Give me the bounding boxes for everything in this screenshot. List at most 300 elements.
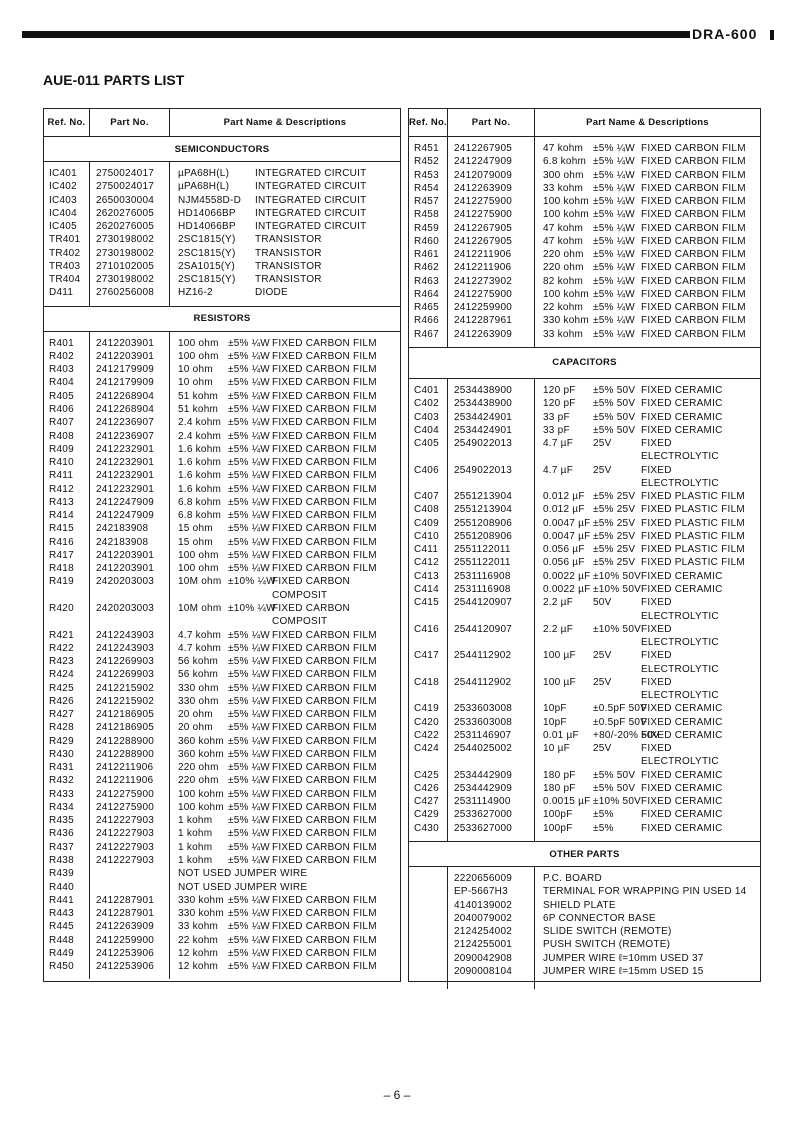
- part-no: [448, 636, 534, 649]
- ref-no: R451: [414, 143, 439, 154]
- value: 1.6 kohm: [178, 457, 222, 469]
- part-description: [543, 702, 760, 715]
- value: 33 pF: [543, 424, 570, 436]
- value: 1 kohm: [178, 855, 213, 867]
- part-description: [178, 443, 400, 456]
- rating: ±10% 50V: [593, 570, 642, 582]
- part-no: 2531116908: [454, 570, 511, 582]
- part-description: [178, 748, 400, 761]
- part-type: FIXED CERAMIC: [641, 729, 723, 741]
- ref-no: R426: [49, 695, 74, 707]
- value: 100 µF: [543, 676, 576, 688]
- rating: ±5% 50V: [593, 411, 636, 423]
- value: 100pF: [543, 809, 573, 821]
- ref-no: C406: [414, 464, 439, 476]
- part-no: 2412287961: [454, 315, 513, 327]
- part-no: 2420203003: [96, 576, 155, 588]
- part-description: [543, 899, 760, 912]
- part-no: 2412275900: [96, 788, 155, 800]
- ref-no: R452: [414, 156, 439, 168]
- part-description: [543, 182, 760, 195]
- part-description: [178, 960, 400, 973]
- rating: ±5% ¼W: [593, 169, 635, 181]
- rating: ±5% ¼W: [228, 961, 270, 973]
- part-number-column: [448, 379, 535, 841]
- ref-no: R460: [414, 235, 439, 247]
- part-name: NOT USED JUMPER WIRE: [178, 881, 308, 893]
- part-type: FIXED CARBON FILM: [272, 390, 377, 402]
- rating: ±5% ¼W: [593, 328, 635, 340]
- rating: ±5% 25V: [593, 491, 636, 503]
- part-description: [178, 562, 400, 575]
- value: 1.6 kohm: [178, 443, 222, 455]
- value: 1.6 kohm: [178, 483, 222, 495]
- part-no: 2412079009: [454, 169, 513, 181]
- part-type: FIXED CARBON FILM: [272, 496, 377, 508]
- value: 82 kohm: [543, 275, 584, 287]
- value: 33 kohm: [543, 182, 584, 194]
- ref-no: R453: [414, 169, 439, 181]
- part-type: TRANSISTOR: [255, 234, 322, 246]
- value: 10 ohm: [178, 364, 213, 376]
- part-type: FIXED CARBON FILM: [641, 328, 746, 340]
- part-no: 2412232901: [96, 457, 155, 469]
- part-no: 2412263909: [96, 921, 155, 933]
- value: 33 kohm: [178, 921, 219, 933]
- part-number-column: [90, 162, 170, 306]
- part-type: FIXED CARBON FILM: [272, 841, 377, 853]
- rating: ±5% ¼W: [593, 196, 635, 208]
- rating: 25V: [593, 438, 612, 450]
- ref-no: R406: [49, 403, 74, 415]
- part-no: 242183908: [96, 536, 149, 548]
- rating: ±5% ¼W: [228, 908, 270, 920]
- part-description: [178, 456, 400, 469]
- part-description: [178, 841, 400, 854]
- part-no: 2090042908: [454, 952, 513, 964]
- part-no: 2412247909: [96, 496, 155, 508]
- part-name: HD14066BP: [178, 207, 236, 219]
- ref-no: C405: [414, 438, 439, 450]
- ref-no: R411: [49, 470, 74, 482]
- section-resistors: RESISTORS: [44, 307, 400, 332]
- part-no: 2533627000: [454, 809, 513, 821]
- ref-no: C407: [414, 491, 439, 503]
- ref-no: C408: [414, 504, 439, 516]
- rating: ±5% ¼W: [593, 143, 635, 154]
- rating: ±5% 50V: [593, 398, 636, 410]
- part-type: FIXED CERAMIC: [641, 796, 723, 808]
- rating: ±5% 50V: [593, 769, 636, 781]
- rating: ±5% ¼W: [593, 249, 635, 261]
- part-no: 2412253906: [96, 947, 155, 959]
- rating: 25V: [593, 676, 612, 688]
- part-no: 2412186905: [96, 722, 155, 734]
- part-type: INTEGRATED CIRCUIT: [255, 194, 367, 206]
- rating: ±5% ¼W: [228, 682, 270, 694]
- part-type: FIXED CARBON: [272, 576, 351, 588]
- value: 0.056 µF: [543, 544, 585, 556]
- part-no: 2551208906: [454, 530, 513, 542]
- part-description: [178, 167, 400, 180]
- part-no: [448, 450, 534, 463]
- part-no: 2412287901: [96, 908, 155, 920]
- section-rows: [409, 137, 760, 348]
- ref-no: IC404: [49, 207, 77, 219]
- part-description: [178, 522, 400, 535]
- ref-no: C430: [414, 822, 439, 834]
- ref-no: R458: [414, 209, 439, 221]
- part-description: [178, 286, 400, 299]
- part-description: [178, 390, 400, 403]
- part-no: 2412243903: [96, 642, 155, 654]
- part-no: 2412232901: [96, 443, 155, 455]
- part-description: [543, 543, 760, 556]
- value: 2.4 kohm: [178, 417, 222, 429]
- part-description: [543, 676, 760, 689]
- rating: ±5% ¼W: [228, 430, 270, 442]
- ref-no: C402: [414, 398, 439, 410]
- part-type: FIXED CARBON FILM: [272, 908, 377, 920]
- part-no: 2412263909: [454, 328, 513, 340]
- part-no: 2412267905: [454, 222, 513, 234]
- part-description: [178, 735, 400, 748]
- parts-table-left: [43, 108, 401, 982]
- rating: ±5% ¼W: [228, 350, 270, 362]
- value: 330 ohm: [178, 682, 219, 694]
- ref-no: C427: [414, 796, 439, 808]
- ref-no: C413: [414, 570, 439, 582]
- part-description: [178, 207, 400, 220]
- part-description: [543, 556, 760, 569]
- part-no: 2750024017: [96, 168, 155, 179]
- part-type: FIXED CARBON FILM: [272, 510, 377, 522]
- value: 100 kohm: [543, 196, 589, 208]
- part-no: 2534424901: [454, 424, 513, 436]
- part-type: FIXED CARBON FILM: [272, 947, 377, 959]
- part-description: [543, 742, 760, 755]
- value: 100 kohm: [178, 801, 224, 813]
- parts-table-right: [408, 108, 761, 982]
- part-description: [178, 854, 400, 867]
- part-description: [543, 623, 760, 636]
- ref-no: R457: [414, 196, 439, 208]
- part-type: FIXED CERAMIC: [641, 822, 723, 834]
- ref-no: R432: [49, 775, 74, 787]
- value: 56 kohm: [178, 669, 219, 681]
- part-type: TRANSISTOR: [255, 274, 322, 286]
- part-description: [543, 169, 760, 182]
- rating: ±10% ¼W: [228, 602, 276, 614]
- part-description: [178, 509, 400, 522]
- rating: ±5% ¼W: [593, 302, 635, 314]
- part-type: ELECTROLYTIC: [641, 756, 719, 768]
- rating: 25V: [593, 743, 612, 755]
- part-description: [543, 384, 760, 397]
- part-no: 2412259900: [96, 934, 155, 946]
- ref-no: [409, 755, 447, 768]
- rating: ±5% ¼W: [593, 235, 635, 247]
- value: 330 ohm: [178, 695, 219, 707]
- ref-no: R405: [49, 390, 74, 402]
- part-no: 2412203901: [96, 350, 155, 362]
- ref-no: TR401: [49, 234, 81, 246]
- part-type: FIXED CARBON FILM: [272, 709, 377, 721]
- rating: ±10% ¼W: [228, 576, 276, 588]
- part-no: [448, 689, 534, 702]
- part-type: FIXED CARBON FILM: [272, 656, 377, 668]
- section-rows: [44, 162, 400, 307]
- part-no: 2124255001: [454, 939, 513, 951]
- rating: ±5% ¼W: [228, 735, 270, 747]
- value: 2.2 µF: [543, 623, 574, 635]
- rating: ±5% ¼W: [228, 775, 270, 787]
- value: 120 pF: [543, 398, 576, 410]
- part-no: 2412268904: [96, 390, 155, 402]
- part-type: FIXED CARBON FILM: [272, 722, 377, 734]
- part-no: 2531116908: [454, 583, 511, 595]
- part-description: [543, 965, 760, 978]
- part-no: 2412275900: [454, 196, 513, 208]
- ref-no: C424: [414, 743, 439, 755]
- value: 0.0047 µF: [543, 530, 591, 542]
- ref-no: R417: [49, 549, 74, 561]
- part-description: [178, 549, 400, 562]
- ref-no: C418: [414, 676, 439, 688]
- part-description: [178, 947, 400, 960]
- part-description: [543, 437, 760, 450]
- value: 220 ohm: [543, 262, 584, 274]
- part-no: 2620276005: [96, 221, 155, 233]
- rating: ±5% ¼W: [228, 722, 270, 734]
- part-description: [543, 301, 760, 314]
- part-no: 2412267905: [454, 235, 513, 247]
- part-name: HD14066BP: [178, 221, 236, 233]
- part-type: FIXED CARBON FILM: [641, 182, 746, 194]
- part-description: [543, 142, 760, 155]
- ref-no: R416: [49, 536, 74, 548]
- ref-no: R454: [414, 182, 439, 194]
- ref-no: C412: [414, 557, 439, 569]
- value: 33 pF: [543, 411, 570, 423]
- part-type: ELECTROLYTIC: [641, 663, 719, 675]
- part-description: [543, 328, 760, 341]
- ref-no: R402: [49, 350, 74, 362]
- part-type: FIXED CARBON FILM: [641, 222, 746, 234]
- part-type: INTEGRATED CIRCUIT: [255, 181, 367, 193]
- part-description: [543, 450, 760, 463]
- part-description: [543, 503, 760, 516]
- value: 6.8 kohm: [178, 510, 222, 522]
- section-capacitors: CAPACITORS: [409, 348, 760, 379]
- part-no: 2650030004: [96, 194, 155, 206]
- part-type: FIXED PLASTIC FILM: [641, 504, 745, 516]
- ref-no: IC403: [49, 194, 77, 206]
- value: 360 kohm: [178, 735, 224, 747]
- part-name: PUSH SWITCH (REMOTE): [543, 939, 671, 951]
- part-no: [90, 881, 169, 894]
- part-type: FIXED CERAMIC: [641, 716, 723, 728]
- part-description: [178, 801, 400, 814]
- part-name: SLIDE SWITCH (REMOTE): [543, 926, 672, 938]
- rating: ±5% ¼W: [228, 656, 270, 668]
- ref-no: C411: [414, 544, 439, 556]
- ref-no: [409, 912, 447, 925]
- value: 15 ohm: [178, 536, 213, 548]
- ref-no: R445: [49, 921, 74, 933]
- table-header: [409, 109, 760, 137]
- col-part: Part No.: [448, 109, 535, 136]
- part-description: [178, 483, 400, 496]
- value: 2.2 µF: [543, 597, 574, 609]
- part-type: FIXED CERAMIC: [641, 809, 723, 821]
- part-no: 242183908: [96, 523, 149, 535]
- value: 51 kohm: [178, 403, 219, 415]
- part-description: [178, 496, 400, 509]
- ref-no: R459: [414, 222, 439, 234]
- value: 22 kohm: [178, 934, 219, 946]
- rating: ±5% 25V: [593, 504, 636, 516]
- part-no: 2544112902: [454, 676, 512, 688]
- ref-no: R418: [49, 563, 74, 575]
- part-description: [543, 663, 760, 676]
- value: 4.7 kohm: [178, 642, 222, 654]
- value: 100 µF: [543, 650, 576, 662]
- part-type: COMPOSIT: [272, 589, 328, 601]
- value: 100 ohm: [178, 563, 219, 575]
- value: 51 kohm: [178, 390, 219, 402]
- part-type: FIXED CARBON FILM: [272, 629, 377, 641]
- section-other-parts: OTHER PARTS: [409, 842, 760, 867]
- ref-no: R427: [49, 709, 74, 721]
- part-type: FIXED CARBON FILM: [272, 828, 377, 840]
- rating: ±5% 50V: [593, 424, 636, 436]
- part-type: FIXED CARBON FILM: [272, 642, 377, 654]
- rating: ±5% 50V: [593, 782, 636, 794]
- part-type: FIXED CARBON FILM: [272, 695, 377, 707]
- part-name: TERMINAL FOR WRAPPING PIN USED 14: [543, 886, 747, 898]
- part-description: [178, 920, 400, 933]
- ref-no: R425: [49, 682, 74, 694]
- value: 10 ohm: [178, 377, 213, 389]
- ref-no: R422: [49, 642, 74, 654]
- value: 10pF: [543, 716, 567, 728]
- ref-column: [409, 379, 448, 841]
- part-type: INTEGRATED CIRCUIT: [255, 207, 367, 219]
- part-type: FIXED CARBON FILM: [641, 209, 746, 221]
- rating: ±5% ¼W: [228, 629, 270, 641]
- rating: ±5% ¼W: [228, 748, 270, 760]
- part-type: FIXED CARBON FILM: [272, 470, 377, 482]
- ref-no: R409: [49, 443, 74, 455]
- part-description: [543, 195, 760, 208]
- rating: ±5% ¼W: [593, 209, 635, 221]
- ref-no: R462: [414, 262, 439, 274]
- part-type: FIXED CARBON FILM: [272, 762, 377, 774]
- value: 2.4 kohm: [178, 430, 222, 442]
- part-type: FIXED PLASTIC FILM: [641, 491, 745, 503]
- rating: ±5% ¼W: [228, 470, 270, 482]
- part-description: [178, 907, 400, 920]
- part-no: 2533603008: [454, 703, 513, 715]
- part-no: 2551213904: [454, 491, 513, 503]
- part-description: [178, 615, 400, 628]
- rating: ±5% 50V: [593, 384, 636, 396]
- part-type: FIXED CARBON FILM: [641, 302, 746, 314]
- part-description: [178, 867, 400, 880]
- part-no: 2551122011: [454, 544, 511, 556]
- rating: ±5% ¼W: [228, 403, 270, 415]
- ref-no: R464: [414, 288, 439, 300]
- value: 100 ohm: [178, 337, 219, 349]
- part-description: [178, 350, 400, 363]
- rating: ±10% 50V: [593, 796, 642, 808]
- part-type: FIXED CARBON FILM: [272, 961, 377, 973]
- part-type: FIXED CERAMIC: [641, 703, 723, 715]
- part-no: [90, 867, 169, 880]
- rating: ±5% ¼W: [228, 947, 270, 959]
- part-type: FIXED CARBON FILM: [272, 483, 377, 495]
- part-description: [543, 570, 760, 583]
- part-no: 2534424901: [454, 411, 513, 423]
- part-description: [543, 530, 760, 543]
- ref-no: [409, 899, 447, 912]
- part-no: 2412273902: [454, 275, 513, 287]
- value: 0.0015 µF: [543, 796, 591, 808]
- part-type: FIXED: [641, 676, 672, 688]
- rating: ±5% ¼W: [228, 788, 270, 800]
- part-no: [448, 477, 534, 490]
- part-name: NOT USED JUMPER WIRE: [178, 868, 308, 880]
- part-description: [178, 273, 400, 286]
- part-type: FIXED CARBON FILM: [272, 788, 377, 800]
- rating: ±5%: [593, 822, 614, 834]
- rating: ±5% ¼W: [228, 377, 270, 389]
- ref-no: [44, 615, 89, 628]
- rating: ±5% ¼W: [228, 443, 270, 455]
- part-no: 2551213904: [454, 504, 513, 516]
- value: 220 ohm: [178, 775, 219, 787]
- rating: ±5% ¼W: [228, 457, 270, 469]
- ref-no: R467: [414, 328, 439, 340]
- part-type: FIXED CARBON FILM: [272, 934, 377, 946]
- part-no: 2412253906: [96, 961, 155, 973]
- part-name: 2SC1815(Y): [178, 234, 236, 246]
- part-no: 2412211906: [96, 762, 154, 774]
- part-type: FIXED CARBON FILM: [272, 457, 377, 469]
- part-description: [178, 403, 400, 416]
- value: 6.8 kohm: [543, 156, 587, 168]
- rating: ±5% ¼W: [228, 337, 270, 349]
- part-type: FIXED CARBON FILM: [272, 748, 377, 760]
- part-no: EP-5667H3: [454, 886, 508, 898]
- ref-no: R461: [414, 249, 439, 261]
- ref-no: R439: [49, 868, 74, 880]
- part-type: FIXED CARBON FILM: [272, 350, 377, 362]
- value: 20 ohm: [178, 709, 213, 721]
- part-description: [543, 490, 760, 503]
- part-description: [178, 881, 400, 894]
- value: 1 kohm: [178, 828, 213, 840]
- part-type: FIXED CERAMIC: [641, 570, 723, 582]
- part-type: FIXED CARBON FILM: [272, 549, 377, 561]
- part-type: FIXED PLASTIC FILM: [641, 530, 745, 542]
- ref-no: C420: [414, 716, 439, 728]
- part-no: 2620276005: [96, 207, 155, 219]
- part-type: FIXED CARBON FILM: [272, 921, 377, 933]
- table-header: [44, 109, 400, 137]
- part-no: 2412275900: [454, 288, 513, 300]
